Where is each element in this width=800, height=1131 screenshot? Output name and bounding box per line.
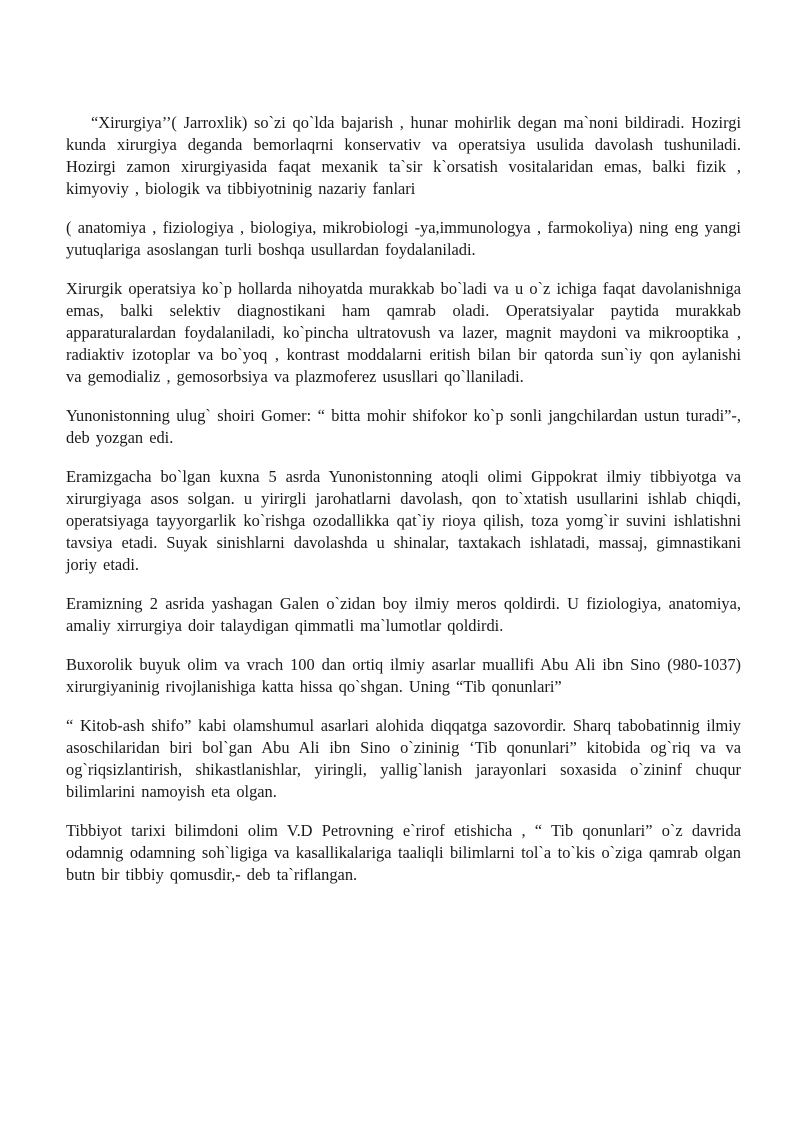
- document-body: [66, 112, 741, 903]
- paragraph-3: Xirurgik operatsiya ko`p hollarda nihoyatda murakkab bo`ladi va u o`z ichiga faqat davolanishniga emas, balki selektiv diagnostikani ham qamrab oladi. Operatsiyalar paytida murakkab apparaturalardan foydalaniladi, ko`pincha ultratovush va lazer, magnit maydoni va mikrooptika , radiaktiv izotoplar va bo`yoq , kontrast moddalarni eritish bilan bir qatorda sun`iy qon aylanishi va gemodializ , gemosorbsiya va plazmoferez ususllari qo`llaniladi.: [66, 279, 741, 386]
- paragraph-6: Eramizning 2 asrida yashagan Galen o`zidan boy ilmiy meros qoldirdi. U fiziologiya, anatomiya, amaliy xirrurgiya doir talaydigan qimmatli ma`lumotlar qoldirdi.: [66, 594, 741, 635]
- paragraph-5: Eramizgacha bo`lgan kuxna 5 asrda Yunonistonning atoqli olimi Gippokrat ilmiy tibbiyotga va xirurgiyaga asos solgan. u yirirgli jarohatlarni davolash, qon to`xtatish usullarini ishlab chiqdi, operatsiyaga tayyorgarlik ko`rishga ozodallikka qat`iy rioya qilish, toza yomg`ir suvini ishlatishni tavsiya etadi. Suyak sinishlarni davolashda u shinalar, taxtakach ishlatadi, massaj, gimnastikani joriy etadi.: [66, 467, 741, 574]
- paragraph-1: “Xirurgiya’’( Jarroxlik) so`zi qo`lda bajarish , hunar mohirlik degan ma`noni bildiradi. Hozirgi kunda xirurgiya deganda bemorlaqrni konservativ va operatsiya usulida davolash tushuniladi. Hozirgi zamon xirurgiyasida faqat mexanik ta`sir k`orsatish vositalaridan emas, balki fizik , kimyoviy , biologik va tibbiyotninig nazariy fanlari: [66, 113, 741, 198]
- paragraph-8: “ Kitob-ash shifo” kabi olamshumul asarlari alohida diqqatga sazovordir. Sharq tabobatinnig ilmiy asoschilaridan biri bol`gan Abu Ali ibn Sino o`zininig ‘Tib qonunlari” kitobida og`riq va va og`riqsizlantirish, shikastlanishlar, yiringli, yallig`lanish jarayonlari soxasida o`zininf chuqur bilimlarini namoyish eta olgan.: [66, 716, 741, 801]
- paragraph-2: ( anatomiya , fiziologiya , biologiya, mikrobiologi -ya,immunologya , farmokoliya) ning eng yangi yutuqlariga asoslangan turli boshqa usullardan foydalaniladi.: [66, 218, 741, 259]
- paragraph-9: Tibbiyot tarixi bilimdoni olim V.D Petrovning e`rirof etishicha , “ Tib qonunlari” o`z davrida odamnig odamning soh`ligiga va kasallikalariga taaliqli bilimlarni tol`a to`kis o`ziga qamrab olgan butn bir tibbiy qomusdir,- deb ta`riflangan.: [66, 821, 741, 884]
- paragraph-4: Yunonistonning ulug` shoiri Gomer: “ bitta mohir shifokor ko`p sonli jangchilardan ustun turadi”-, deb yozgan edi.: [66, 406, 741, 447]
- paragraph-7: Buxorolik buyuk olim va vrach 100 dan ortiq ilmiy asarlar muallifi Abu Ali ibn Sino (980-1037) xirurgiyaninig rivojlanishiga katta hissa qo`shgan. Uning “Tib qonunlari”: [66, 655, 741, 696]
